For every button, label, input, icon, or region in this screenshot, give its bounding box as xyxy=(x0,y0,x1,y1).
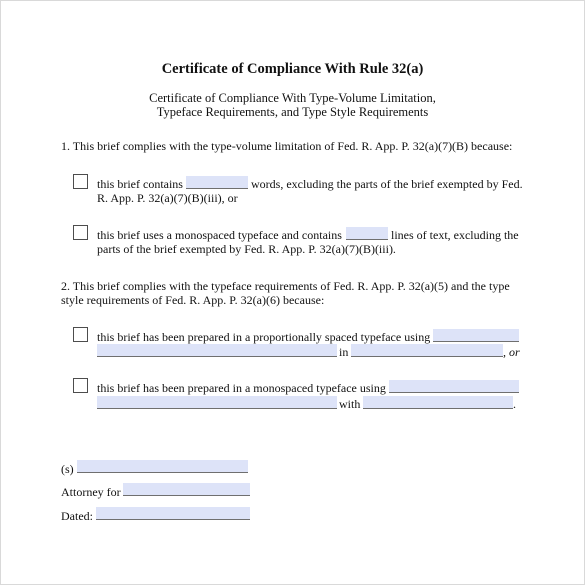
document-title: Certificate of Compliance With Rule 32(a) xyxy=(161,61,424,77)
attorney-for-label: Attorney for xyxy=(61,485,121,499)
section1-option-b-text-after: lines of text, excluding the xyxy=(391,228,519,242)
word-count-field[interactable] xyxy=(186,176,248,189)
section1-option-b-checkbox[interactable] xyxy=(73,225,88,240)
section1-option-a-checkbox[interactable] xyxy=(73,174,88,189)
signature-field[interactable] xyxy=(77,460,248,473)
section2-option-b-checkbox[interactable] xyxy=(73,378,88,393)
section1-option-a-text-after: words, excluding the parts of the brief exempted by Fed. xyxy=(251,177,523,191)
proportional-typeface-field[interactable] xyxy=(97,344,337,357)
monospaced-software-field[interactable] xyxy=(389,380,519,393)
section2-option-a-end-word: , or xyxy=(503,345,520,359)
section2-option-b-mid-word: with xyxy=(339,397,361,411)
proportional-font-size-field[interactable] xyxy=(351,344,503,357)
dated-label: Dated: xyxy=(61,509,93,523)
section2-heading-line2: style requirements of Fed. R. App. P. 32(a)(6) because: xyxy=(61,293,325,307)
proportional-software-field[interactable] xyxy=(433,329,519,342)
section2-option-b-end-word: . xyxy=(513,397,516,411)
section2-option-a-checkbox[interactable] xyxy=(73,327,88,342)
signature-label: (s) xyxy=(61,462,74,476)
date-field[interactable] xyxy=(96,507,250,520)
section1-option-b-text-before: this brief uses a monospaced typeface and contains xyxy=(97,228,342,242)
section1-option-a-line2: R. App. P. 32(a)(7)(B)(iii), or xyxy=(97,191,238,205)
section2-option-a-mid-word: in xyxy=(339,345,349,359)
section2-heading-line1: 2. This brief complies with the typeface requirements of Fed. R. App. P. 32(a)(5) and the type xyxy=(61,279,510,293)
line-count-field[interactable] xyxy=(346,227,388,240)
document-subtitle-line2: Typeface Requirements, and Type Style Requirements xyxy=(156,105,429,119)
monospaced-characters-field[interactable] xyxy=(363,396,513,409)
attorney-for-field[interactable] xyxy=(123,483,250,496)
section1-option-a-text-before: this brief contains xyxy=(97,177,183,191)
section2-option-a-line1: this brief has been prepared in a proportionally spaced typeface using xyxy=(97,330,431,344)
section1-option-b-line2: parts of the brief exempted by Fed. R. App. P. 32(a)(7)(B)(iii). xyxy=(97,242,396,256)
document-subtitle-line1: Certificate of Compliance With Type-Volume Limitation, xyxy=(149,91,436,105)
section2-option-b-line1: this brief has been prepared in a monospaced typeface using xyxy=(97,381,386,395)
monospaced-typeface-field[interactable] xyxy=(97,396,337,409)
section1-heading: 1. This brief complies with the type-volume limitation of Fed. R. App. P. 32(a)(7)(B) because: xyxy=(61,139,513,153)
